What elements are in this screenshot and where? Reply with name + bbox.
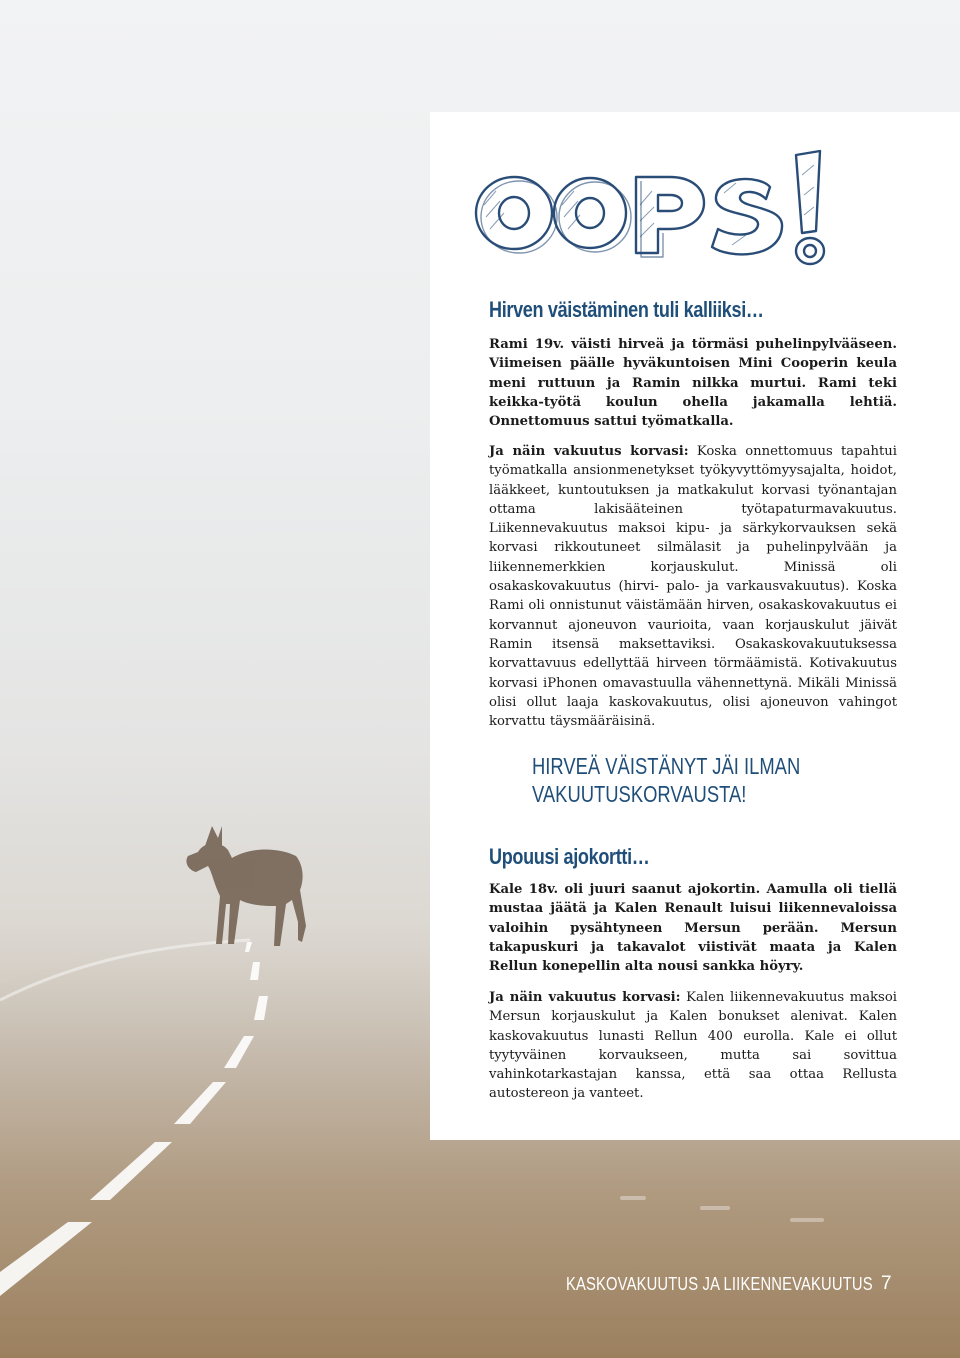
section1-body-text: Koska onnettomuus tapahtui työmatkalla ansionmenetykset työkyvyttömyysajalta, hoidot, lääkkeet, kuntoutuksen ja matkakulut korvasi työnantajan ottama lakisääteinen työtapaturmavakuutus. Liikennevakuutus maksoi kipu- ja särkykorvauksen sekä korvasi rikkoutuneet silmälasit ja puhelinpylvään ja liikennemerkkien korjauskulut. Minissä oli osakaskovakuutus (hirvi- palo- ja varkausvakuutus). Koska Rami oli onnistunut väistämään hirven, osakaskovakuutus ei korvannut ajoneuvon vaurioita, vaan korjauskulut jäivät Ramin itsensä maksettaviksi. Osakaskovakuutuksessa korvattavuus edellyttää hirveen törmäämistä. Kotivakuutus korvasi iPhonen omavastuulla vähennettynä. Mikäli Minissä olisi ollut laaja kaskovakuutus, olisi ajoneuvon vahingot korvattu täysmääräisinä. (489, 444, 897, 730)
moose-silhouette-icon (186, 826, 306, 946)
section1-lead: Ja näin vakuutus korvasi: (489, 444, 689, 459)
section2-body-text: Kalen liikennevakuutus maksoi Mersun korjauskulut ja Kalen bonukset alenivat. Kalen kaskovakuutus lunasti Rellun 400 eurolla. Kale ei ollut tyytyväinen korvaukseen, mutta sai sovittua vahinkotarkastajan kanssa, että saa ottaa Rellusta autostereon ja vanteet. (489, 990, 897, 1102)
section2-lead: Ja näin vakuutus korvasi: (489, 990, 681, 1005)
section1-body (489, 442, 897, 731)
page-number: 7 (881, 1273, 892, 1294)
section1-intro: Rami 19v. väisti hirveä ja törmäsi puhelinpylvääseen. Viimeisen päälle hyväkuntoisen Mini Cooperin keula meni ruttuun ja Ramin nilkka murtui. Rami teki keikka-työtä koulun ohella jakamalla lehtiä. Onnettomuus sattui työmatkalla. (489, 337, 897, 430)
oops-logo-text: OOPS! (470, 145, 474, 146)
callout-line2: VAKUUTUSKORVAUSTA! (532, 781, 747, 807)
section2-intro: Kale 18v. oli juuri saanut ajokortin. Aamulla oli tiellä mustaa jäätä ja Kalen Renault luisui liikennevaloissa valoihin pysähtyneen Mersun perään. Mersun takapuskuri ja takavalot viistivät maata ja Kalen Rellun konepellin alta nousi sankka höyry. (489, 882, 897, 975)
section2-title: Upouusi ajokortti… (489, 844, 650, 869)
oops-logo (470, 145, 850, 275)
section1-title: Hirven väistäminen tuli kalliiksi… (489, 297, 764, 322)
footer-label: KASKOVAKUUTUS JA LIIKENNEVAKUUTUS (566, 1274, 873, 1294)
section2-body (489, 988, 897, 1104)
callout (532, 752, 800, 808)
callout-line1: HIRVEÄ VÄISTÄNYT JÄI ILMAN (532, 753, 801, 779)
